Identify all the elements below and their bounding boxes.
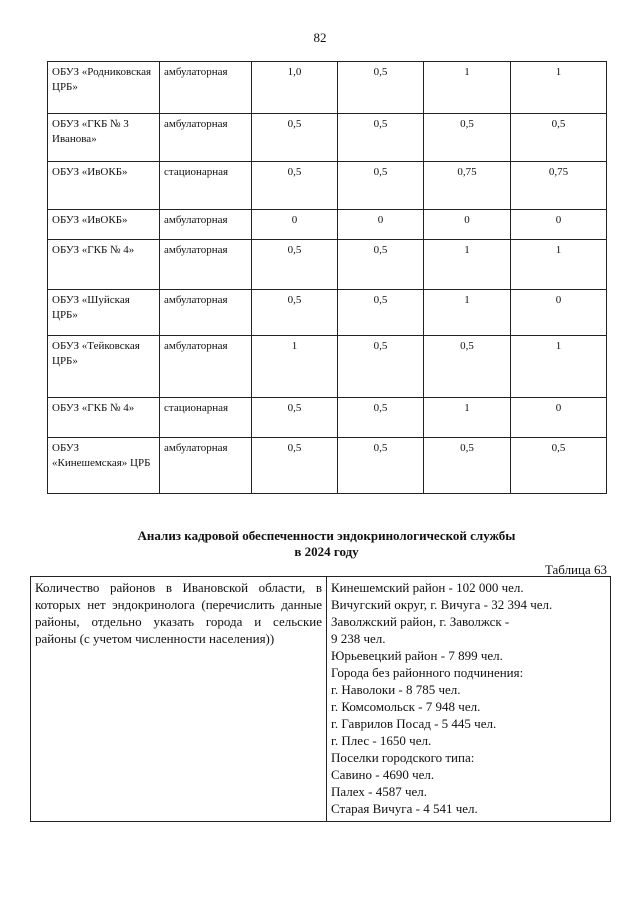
answer-line: Савино - 4690 чел. [331, 767, 435, 782]
value-cell-2: 0,5 [338, 398, 424, 438]
care-type-cell: стационарная [160, 398, 252, 438]
value-cell-3: 1 [424, 240, 511, 290]
table-row [48, 114, 607, 162]
care-type-cell: амбулаторная [160, 114, 252, 162]
table-row [48, 240, 607, 290]
table-row [48, 62, 607, 114]
org-cell: ОБУЗ «Кинешемская» ЦРБ [48, 438, 160, 494]
care-type-cell: амбулаторная [160, 62, 252, 114]
org-cell: ОБУЗ «ИвОКБ» [48, 210, 160, 240]
staffing-analysis-table [30, 576, 611, 822]
answer-cell [327, 577, 611, 822]
value-cell-2: 0 [338, 210, 424, 240]
value-cell-2: 0,5 [338, 114, 424, 162]
answer-line: г. Наволоки - 8 785 чел. [331, 682, 461, 697]
org-cell: ОБУЗ «ГКБ № 4» [48, 398, 160, 438]
value-cell-2: 0,5 [338, 162, 424, 210]
answer-line: Юрьевецкий район - 7 899 чел. [331, 648, 503, 663]
table-label: Таблица 63 [544, 562, 607, 577]
value-cell-2: 0,5 [338, 240, 424, 290]
value-cell-4: 0,5 [511, 114, 607, 162]
value-cell-4: 0,75 [511, 162, 607, 210]
answer-line: Кинешемский район - 102 000 чел. [331, 580, 524, 595]
answer-line: Поселки городского типа: [331, 750, 475, 765]
table-row [48, 162, 607, 210]
org-cell: ОБУЗ «ГКБ № 4» [48, 240, 160, 290]
value-cell-4: 1 [511, 336, 607, 398]
value-cell-4: 0 [511, 210, 607, 240]
care-type-cell: амбулаторная [160, 210, 252, 240]
care-type-cell: амбулаторная [160, 290, 252, 336]
org-cell: ОБУЗ «Шуйская ЦРБ» [48, 290, 160, 336]
answer-line: г. Гаврилов Посад - 5 445 чел. [331, 716, 497, 731]
table-row [31, 577, 611, 822]
table-row [48, 210, 607, 240]
value-cell-3: 0,5 [424, 336, 511, 398]
value-cell-1: 0,5 [252, 240, 338, 290]
care-type-cell: стационарная [160, 162, 252, 210]
answer-line: Вичугский округ, г. Вичуга - 32 394 чел. [331, 597, 553, 612]
org-cell: ОБУЗ «ГКБ № 3 Иванова» [48, 114, 160, 162]
value-cell-3: 0,75 [424, 162, 511, 210]
value-cell-2: 0,5 [338, 438, 424, 494]
value-cell-1: 0,5 [252, 438, 338, 494]
org-cell: ОБУЗ «Тейковская ЦРБ» [48, 336, 160, 398]
answer-line: Заволжский район, г. Заволжск - [331, 614, 510, 629]
value-cell-1: 0,5 [252, 162, 338, 210]
value-cell-1: 0,5 [252, 114, 338, 162]
page-number: 82 [313, 30, 327, 45]
question-cell: Количество районов в Ивановской области, в которых нет эндокринолога (перечислить данные районы, отдельно указать города и сельские районы (с учетом численности населения)) [31, 577, 327, 822]
value-cell-4: 0 [511, 290, 607, 336]
care-type-cell: амбулаторная [160, 240, 252, 290]
answer-line: Старая Вичуга - 4 541 чел. [331, 801, 478, 816]
value-cell-3: 0,5 [424, 114, 511, 162]
table-row [48, 336, 607, 398]
care-type-cell: амбулаторная [160, 336, 252, 398]
value-cell-3: 1 [424, 290, 511, 336]
value-cell-4: 0 [511, 398, 607, 438]
answer-line: Палех - 4587 чел. [331, 784, 427, 799]
value-cell-4: 0,5 [511, 438, 607, 494]
value-cell-3: 0,5 [424, 438, 511, 494]
answer-line: г. Комсомольск - 7 948 чел. [331, 699, 481, 714]
org-cell: ОБУЗ «Родниковская ЦРБ» [48, 62, 160, 114]
answer-line: г. Плес - 1650 чел. [331, 733, 432, 748]
value-cell-3: 1 [424, 62, 511, 114]
value-cell-4: 1 [511, 62, 607, 114]
value-cell-2: 0,5 [338, 62, 424, 114]
staffing-table [47, 61, 607, 494]
org-cell: ОБУЗ «ИвОКБ» [48, 162, 160, 210]
section-title-line-1: Анализ кадровой обеспеченности эндокринологической службы [137, 528, 516, 543]
table-row [48, 290, 607, 336]
value-cell-2: 0,5 [338, 290, 424, 336]
table-row [48, 438, 607, 494]
value-cell-4: 1 [511, 240, 607, 290]
value-cell-1: 0,5 [252, 398, 338, 438]
value-cell-1: 1,0 [252, 62, 338, 114]
answer-line: 9 238 чел. [331, 631, 386, 646]
value-cell-2: 0,5 [338, 336, 424, 398]
care-type-cell: амбулаторная [160, 438, 252, 494]
section-title [47, 528, 606, 560]
table-row [48, 398, 607, 438]
value-cell-1: 0 [252, 210, 338, 240]
value-cell-1: 0,5 [252, 290, 338, 336]
value-cell-3: 0 [424, 210, 511, 240]
value-cell-3: 1 [424, 398, 511, 438]
value-cell-1: 1 [252, 336, 338, 398]
answer-line: Города без районного подчинения: [331, 665, 524, 680]
section-title-line-2: в 2024 году [294, 544, 359, 559]
